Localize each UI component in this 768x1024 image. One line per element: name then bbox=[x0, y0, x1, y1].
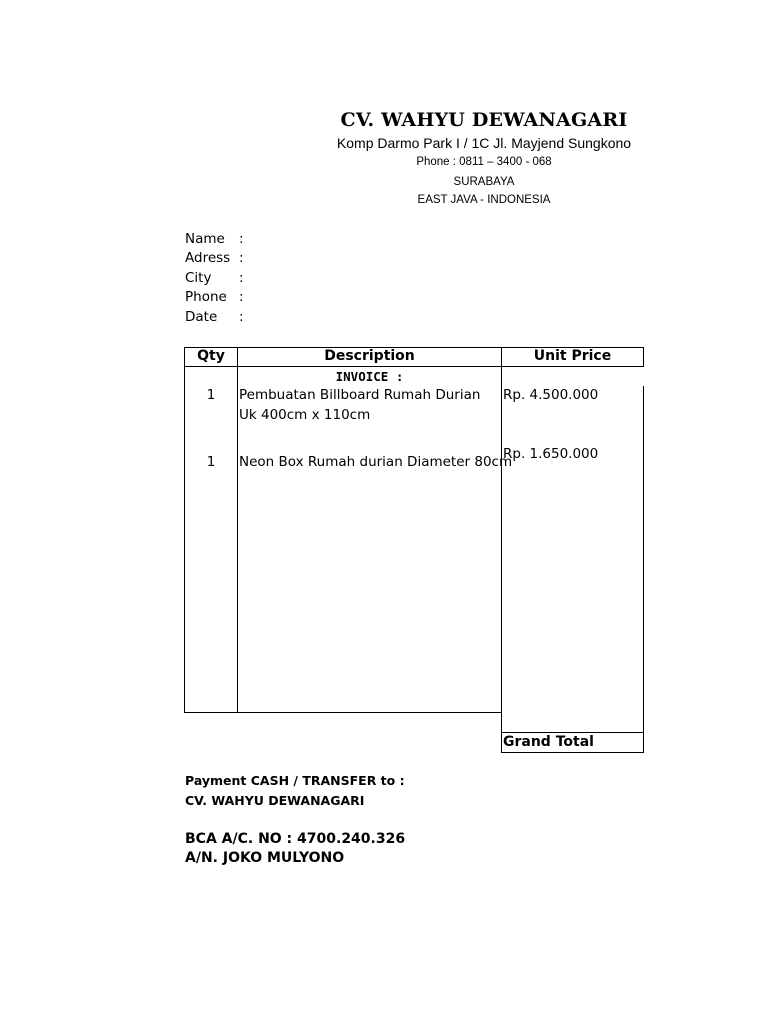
company-city: SURABAYA bbox=[453, 176, 515, 188]
customer-address-row bbox=[185, 250, 244, 269]
customer-date-label: Date bbox=[185, 309, 218, 325]
bank-account-name: A/N. JOKO MULYONO bbox=[185, 850, 345, 866]
payment-method: Payment CASH / TRANSFER to : bbox=[185, 773, 405, 788]
table-right-border-top bbox=[643, 347, 644, 367]
header-qty: Qty bbox=[197, 348, 225, 364]
customer-phone-row bbox=[185, 289, 244, 308]
header-description: Description bbox=[324, 348, 415, 364]
customer-city-colon: : bbox=[239, 270, 244, 286]
qty-column-divider bbox=[237, 347, 238, 713]
customer-name-label: Name bbox=[185, 231, 225, 247]
customer-city-label: City bbox=[185, 270, 212, 286]
row2-unit-price: Rp. 1.650.000 bbox=[503, 446, 599, 462]
customer-date-colon: : bbox=[239, 309, 244, 325]
row1-description-size: Uk 400cm x 110cm bbox=[239, 407, 371, 423]
company-region: EAST JAVA - INDONESIA bbox=[417, 194, 551, 206]
customer-address-label: Adress bbox=[185, 250, 231, 266]
grand-total-top-border bbox=[501, 732, 644, 733]
customer-phone-label: Phone bbox=[185, 289, 227, 305]
company-phone: Phone : 0811 – 3400 - 068 bbox=[416, 156, 552, 168]
invoice-title: INVOICE : bbox=[335, 369, 404, 384]
payment-recipient: CV. WAHYU DEWANAGARI bbox=[185, 793, 365, 808]
customer-name-row bbox=[185, 231, 244, 250]
grand-total-label: Grand Total bbox=[503, 734, 594, 750]
row1-unit-price: Rp. 4.500.000 bbox=[503, 387, 599, 403]
table-header-divider bbox=[184, 366, 644, 367]
customer-name-colon: : bbox=[239, 231, 244, 247]
row2-qty: 1 bbox=[206, 454, 216, 470]
customer-phone-colon: : bbox=[239, 289, 244, 305]
customer-address-colon: : bbox=[239, 250, 244, 266]
company-address: Komp Darmo Park I / 1C Jl. Mayjend Sungkono bbox=[336, 135, 632, 151]
table-bottom-border bbox=[184, 712, 501, 713]
customer-city-row bbox=[185, 270, 244, 289]
row2-description: Neon Box Rumah durian Diameter 80cm bbox=[239, 454, 513, 470]
description-column-divider bbox=[501, 347, 502, 753]
company-name: CV. WAHYU DEWANAGARI bbox=[340, 109, 628, 131]
table-right-border bbox=[643, 386, 644, 753]
header-unit-price: Unit Price bbox=[533, 348, 612, 364]
row1-description: Pembuatan Billboard Rumah Durian bbox=[239, 387, 481, 403]
row1-qty: 1 bbox=[206, 387, 216, 403]
grand-total-bottom-border bbox=[501, 752, 644, 753]
customer-date-row bbox=[185, 309, 244, 328]
bank-account-number: BCA A/C. NO : 4700.240.326 bbox=[185, 831, 406, 847]
